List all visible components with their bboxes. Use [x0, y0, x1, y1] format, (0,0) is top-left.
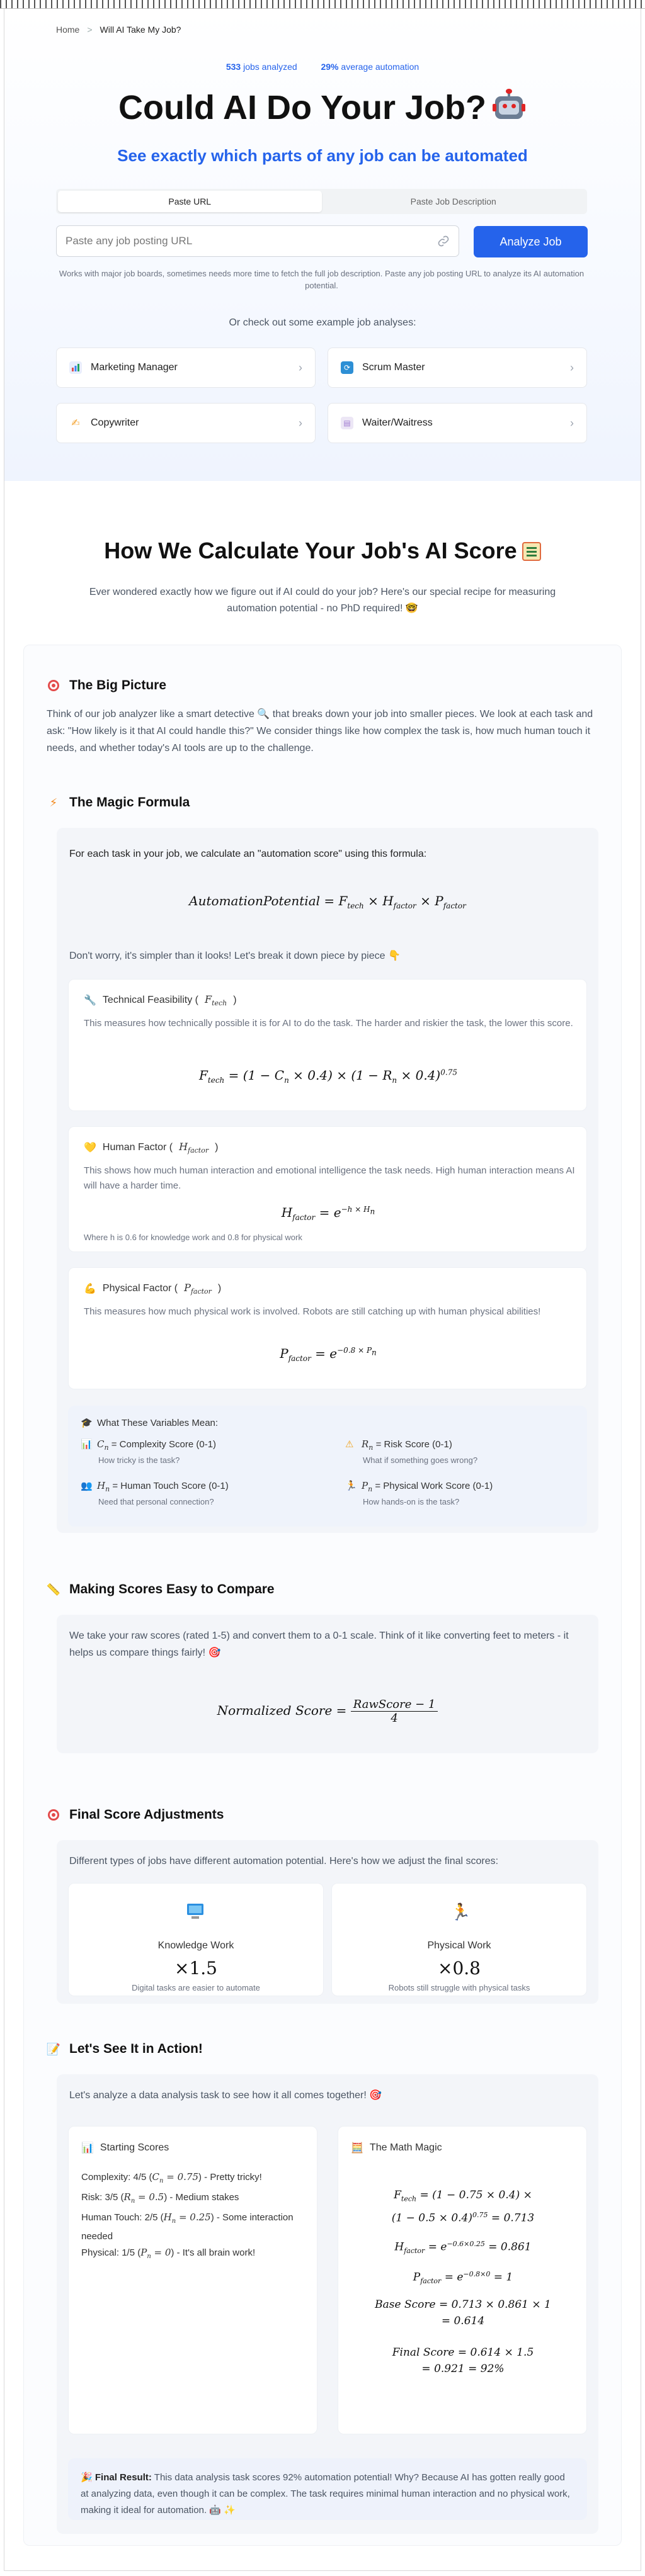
refresh-icon: ⟳ [341, 361, 353, 374]
chart-icon [69, 361, 82, 374]
score-human: Human Touch: 2/5 $(H_n = 0.25)$ - Some interaction needed [81, 2212, 294, 2242]
example-label: Copywriter [91, 417, 139, 428]
page-title [4, 88, 641, 127]
section-title: Final Score Adjustments [69, 1807, 224, 1822]
card-title: Starting Scores [100, 2142, 169, 2153]
hero-section [4, 9, 641, 481]
jobs-label: jobs analyzed [243, 62, 297, 72]
action-intro: Let's analyze a data analysis task to see how it all comes together! 🎯 [69, 2090, 382, 2101]
var-physical: 🏃 $P_n$ = Physical Work Score (0-1) How hands-on is the task? [345, 1480, 493, 1506]
jobs-count: 533 [225, 62, 241, 72]
page-title-text: Could AI Do Your Job? [118, 89, 486, 127]
technical-feasibility-formula: $F_{tech} = (1 - C_n \times 0.4) \times (1 - R_n \times 0.4)^{0.75}$ [199, 1068, 457, 1085]
score-text: Human Touch: 2/5 ( [81, 2212, 164, 2223]
score-complexity: Complexity: 4/5 $(C_n = 0.75)$ - Pretty tricky! [81, 2171, 262, 2184]
warning-icon: ⚠ [345, 1439, 354, 1450]
tab-paste-url[interactable]: Paste URL [58, 191, 322, 212]
chevron-right-icon: › [299, 361, 302, 374]
technical-feasibility-title: 🔧 Technical Feasibility ( $F_{tech}$ ) [84, 993, 237, 1008]
var-label: = Human Touch Score (0-1) [112, 1481, 229, 1491]
helper-text: Works with major job boards, sometimes needs more time to fetch the full job description. Paste any job posting URL to analyze its AI automation potential. [59, 269, 585, 290]
human-factor-title: 💛 Human Factor ( $H_{factor}$ ) [84, 1141, 219, 1155]
big-picture-heading [47, 678, 166, 693]
url-input-wrapper [56, 225, 459, 257]
var-label: = Risk Score (0-1) [375, 1439, 452, 1450]
automation-pct: 29% [321, 62, 339, 72]
calc-pfactor: $P_{factor} = e^{-0.8\times 0} = 1$ [413, 2270, 513, 2286]
tab-paste-description[interactable]: Paste Job Description [410, 196, 496, 206]
final-adjustments-heading [47, 1807, 224, 1822]
automation-label: average automation [341, 62, 420, 72]
heart-icon: 💛 [84, 1143, 96, 1154]
human-factor-note: Where h is 0.6 for knowledge work and 0.8 for physical work [84, 1233, 302, 1242]
robot-icon [491, 91, 527, 123]
lightning-icon: ⚡ [49, 796, 58, 809]
breadcrumb-current: Will AI Take My Job? [100, 25, 181, 35]
starting-scores-title [81, 2142, 169, 2154]
human-factor-formula: $H_{factor} = e^{-h \times H_n}$ [281, 1205, 375, 1222]
var-sub: How tricky is the task? [98, 1455, 180, 1465]
graduation-cap-icon: 🎓 [81, 1418, 93, 1428]
section-title: The Magic Formula [69, 795, 190, 810]
card-title: Technical Feasibility ( [102, 995, 198, 1006]
score-text: Risk: 3/5 ( [81, 2192, 124, 2203]
var-label: = Complexity Score (0-1) [111, 1439, 217, 1450]
wrench-icon: 🔧 [84, 995, 96, 1007]
starting-scores-card [68, 2126, 317, 2434]
breadcrumb [56, 25, 181, 35]
score-text: Complexity: 4/5 ( [81, 2172, 152, 2183]
input-mode-tabs [56, 189, 587, 214]
ruler-icon: 📏 [46, 1583, 61, 1596]
physical-factor-desc: This measures how much physical work is involved. Robots are still catching up with human physical abilities! [84, 1306, 541, 1317]
calc-ftech: $F_{tech} = (1 - 0.75 \times 0.4)$ × $(1 - 0.5 \times 0.4)^{0.75} = 0.713$ [391, 2189, 535, 2225]
variables-box [68, 1406, 587, 1527]
section-title: Making Scores Easy to Compare [69, 1582, 275, 1596]
physical-factor-formula: $P_{factor} = e^{-0.8 \times P_n}$ [280, 1346, 377, 1363]
automation-potential-formula: AutomationPotential = $F_{tech} \times H_{factor} \times P_{factor}$ [189, 893, 466, 910]
chevron-right-icon: › [299, 416, 302, 429]
example-label: Marketing Manager [91, 362, 178, 373]
final-result-label: Final Result: [94, 2472, 152, 2483]
calc-hfactor: $H_{factor} = e^{-0.6\times 0.25} = 0.861$ [394, 2240, 532, 2256]
card-title: Physical Factor ( [102, 1283, 178, 1294]
example-label: Scrum Master [362, 362, 425, 373]
how-description: Ever wondered exactly how we figure out if AI could do your job? Here's our special recipe for measuring automation potential - no PhD required! 🤓 [89, 587, 556, 614]
page-subtitle: See exactly which parts of any job can be automated [117, 146, 528, 165]
analyze-job-button[interactable]: Analyze Job [474, 226, 588, 257]
spiral-binding [0, 0, 645, 9]
tray-icon: ▤ [341, 417, 353, 429]
target-icon [47, 1808, 60, 1822]
formula-intro: For each task in your job, we calculate an "automation score" using this formula: [69, 849, 427, 859]
example-copywriter[interactable] [56, 403, 316, 443]
breadcrumb-separator: > [87, 25, 93, 35]
job-url-input[interactable] [66, 235, 437, 247]
physical-work-multiplier: ×0.8 [438, 1958, 481, 1979]
target-icon [47, 679, 60, 692]
physical-work-desc: Robots still struggle with physical tasks [388, 1983, 530, 1992]
action-heading [47, 2042, 203, 2057]
human-factor-desc: This shows how much human interaction and emotional intelligence the task needs. High human interaction means AI will have a harder time. [84, 1165, 575, 1191]
physical-work-label: Physical Work [427, 1940, 491, 1951]
card-title: Human Factor ( [102, 1142, 173, 1153]
section-title: The Big Picture [69, 678, 167, 692]
var-human: 👥 $H_n$ = Human Touch Score (0-1) Need that personal connection? [81, 1480, 229, 1506]
physical-work-card [331, 1883, 587, 1996]
score-text: Physical: 1/5 ( [81, 2247, 141, 2258]
breadcrumb-home[interactable]: Home [56, 25, 80, 35]
score-text: ) - Some interaction needed [81, 2212, 294, 2242]
pen-icon: ✍ [71, 418, 80, 429]
score-physical: Physical: 1/5 $(P_n = 0) - It's$ all brain work! [81, 2247, 256, 2260]
human-factor-card [68, 1126, 587, 1252]
final-result-text: This data analysis task scores 92% automation potential! Why? Because AI has gotten really good at analyzing data, even though it can be complex. The task requires minimal human interaction and no physical work, making it ideal for automation. 🤖 ✨ [81, 2472, 570, 2516]
runner-icon: 🏃 [450, 1902, 471, 1921]
example-scrum-master[interactable] [328, 347, 587, 388]
methodology-panel [23, 645, 622, 2546]
math-magic-title [351, 2142, 442, 2154]
formula-simple-note: Don't worry, it's simpler than it looks! Let's break it down piece by piece 👇 [69, 951, 401, 961]
card-title: The Math Magic [369, 2142, 442, 2153]
section-title: Let's See It in Action! [69, 2042, 203, 2056]
example-marketing-manager[interactable] [56, 347, 316, 388]
var-complexity: 📊 $C_n$ = Complexity Score (0-1) How tricky is the task? [81, 1438, 217, 1465]
normalize-text: We take your raw scores (rated 1-5) and convert them to a 0-1 scale. Think of it like converting feet to meters - it helps us compare things fairly! 🎯 [69, 1630, 569, 1658]
final-adjustments-text: Different types of jobs have different automation potential. Here's how we adjust the final scores: [69, 1856, 499, 1867]
var-sub: How hands-on is the task? [363, 1497, 460, 1506]
party-icon: 🎉 [81, 2472, 93, 2483]
score-text: ) - Medium stakes [164, 2192, 239, 2203]
stats-bar [4, 62, 641, 72]
example-label: Waiter/Waitress [362, 417, 433, 428]
memo-icon: 📝 [46, 2042, 61, 2055]
how-title-text: How We Calculate Your Job's AI Score [104, 538, 517, 563]
score-text: ) - It's all brain work! [171, 2247, 256, 2258]
chevron-right-icon: › [570, 361, 574, 374]
final-result-box [68, 2458, 587, 2520]
score-text: ) - Pretty tricky! [198, 2172, 262, 2183]
example-waiter[interactable] [328, 403, 587, 443]
muscle-icon: 💪 [84, 1284, 96, 1295]
score-risk: Risk: 3/5 $(R_n = 0.5)$ - Medium stakes [81, 2191, 239, 2205]
var-sub: What if something goes wrong? [363, 1455, 478, 1465]
spreadsheet-icon [522, 542, 541, 561]
page-frame [4, 9, 641, 2571]
runner-icon: 🏃 [345, 1481, 357, 1491]
chevron-right-icon: › [570, 416, 574, 429]
abacus-icon: 🧮 [351, 2143, 363, 2154]
chart-icon: 📊 [81, 2143, 94, 2154]
chart-icon: 📊 [81, 1439, 93, 1450]
variables-title [81, 1417, 218, 1428]
link-icon [437, 235, 450, 247]
examples-heading: Or check out some example job analyses: [229, 317, 416, 328]
var-sub: Need that personal connection? [98, 1497, 214, 1506]
technical-feasibility-desc: This measures how technically possible it is for AI to do the task. The harder and riskier the task, the lower this score. [84, 1018, 573, 1029]
normalize-heading [47, 1582, 275, 1597]
how-title [4, 538, 641, 564]
computer-icon [185, 1902, 205, 1921]
calc-base-score: Base Score = 0.713 × 0.861 × 1 = 0.614 [375, 2298, 551, 2327]
physical-factor-card [68, 1267, 587, 1389]
knowledge-work-multiplier: ×1.5 [174, 1958, 217, 1979]
vars-title-text: What These Variables Mean: [97, 1418, 219, 1428]
calc-final-score: Final Score = 0.614 × 1.5 = 0.921 = 92% [392, 2346, 534, 2375]
normalized-score-formula: Normalized Score = RawScore − 1 4 [68, 1698, 587, 1725]
big-picture-text: Think of our job analyzer like a smart detective 🔍 that breaks down your job into smaller pieces. We look at each task and ask: "How likely is it that AI could handle this?" We consider things like how complex the task is, how much human touch it needs, and whether today's AI tools are up to the challenge. [47, 709, 593, 754]
technical-feasibility-card [68, 979, 587, 1111]
var-label: = Physical Work Score (0-1) [375, 1481, 493, 1491]
knowledge-work-card [68, 1883, 324, 1996]
knowledge-work-label: Knowledge Work [157, 1940, 234, 1951]
var-risk: ⚠ $R_n$ = Risk Score (0-1) What if something goes wrong? [345, 1438, 478, 1465]
knowledge-work-desc: Digital tasks are easier to automate [132, 1983, 260, 1992]
magic-formula-heading [47, 795, 190, 810]
math-magic-card [338, 2126, 587, 2434]
physical-factor-title: 💪 Physical Factor ( $P_{factor}$ ) [84, 1282, 222, 1296]
people-icon: 👥 [81, 1481, 93, 1491]
